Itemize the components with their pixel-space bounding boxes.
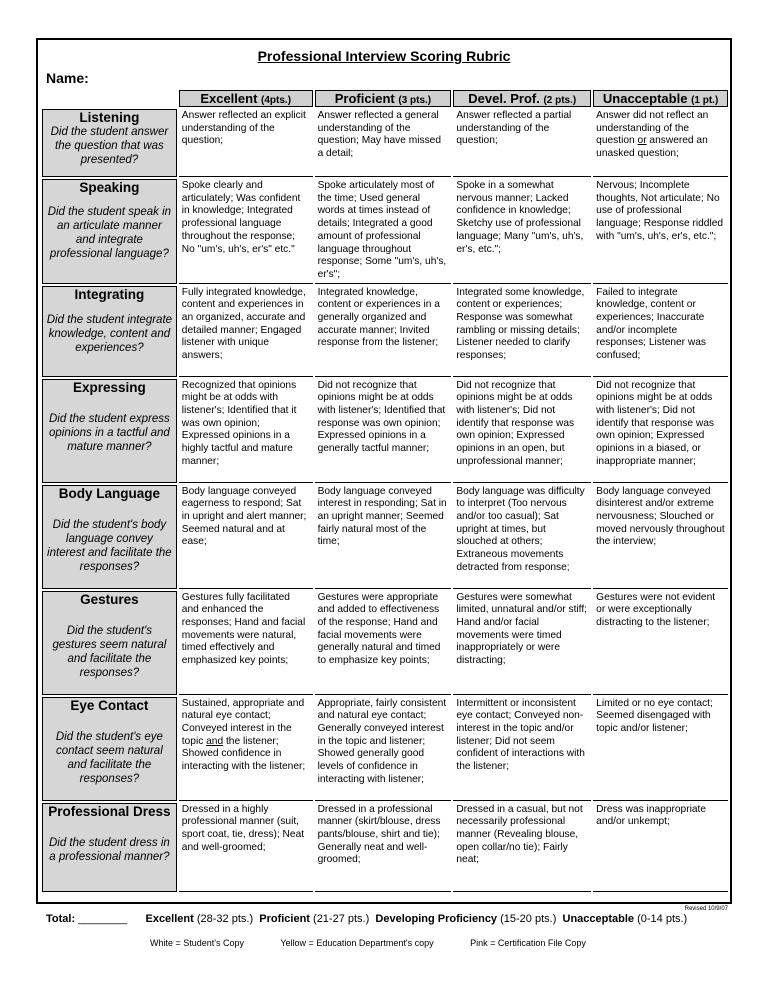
rubric-row-eye-contact	[42, 697, 728, 801]
category-name: Listening	[79, 110, 140, 125]
column-label: Devel. Prof.	[468, 91, 540, 106]
category-name: Body Language	[58, 485, 161, 501]
rubric-cell: Dressed in a casual, but not necessarily professional manner (Revealing blouse, open collar/no tie); Fairly neat;	[453, 803, 591, 892]
rubric-cell: Fully integrated knowledge, content and experiences in an organized, accurate and detailed manner; Engaged listener with unique answers;	[179, 286, 313, 377]
rubric-cell: Body language conveyed disinterest and/or extreme nervousness; Slouched or moved nervously throughout the interview;	[593, 485, 728, 589]
name-label: Name:	[46, 70, 89, 86]
rubric-cell: Gestures fully facilitated and enhanced the responses; Hand and facial movements were natural, timed effectively and emphasized key points;	[179, 591, 313, 695]
copy-yellow: Yellow = Education Department's copy	[280, 938, 434, 948]
rubric-cell: Body language conveyed interest in responding; Sat in an upright manner; Seemed fairly natural most of the time;	[315, 485, 452, 589]
rubric-cell: Gestures were somewhat limited, unnatural and/or stiff; Hand and/or facial movements were timed inappropriately or were distracting;	[453, 591, 591, 695]
rubric-cell: Appropriate, fairly consistent and natural eye contact; Generally conveyed interest in the topic and listener; Showed generally good levels of confidence in interacting with listener;	[315, 697, 452, 801]
category-name: Integrating	[74, 286, 145, 302]
unacceptable-range: (0-14 pts.)	[637, 913, 688, 925]
rubric-cell: Answer did not reflect an understanding of the question or answered an unasked question;	[593, 109, 728, 177]
copy-white: White = Student's Copy	[150, 938, 245, 948]
category-cell	[42, 179, 177, 284]
column-label: Unacceptable	[602, 91, 688, 106]
rubric-cell: Dressed in a professional manner (skirt/blouse, dress pants/blouse, shirt and tie); Generally neat and well-groomed;	[315, 803, 452, 892]
rubric-cell: Body language conveyed eagerness to respond; Sat in upright and alert manner; Seemed natural and at ease;	[179, 485, 313, 589]
column-points: (2 pts.)	[543, 95, 577, 106]
rubric-cell: Limited or no eye contact; Seemed disengaged with topic and/or listener;	[593, 697, 728, 801]
category-question: Did the student dress in a professional manner?	[48, 837, 170, 864]
category-name: Eye Contact	[70, 697, 149, 713]
column-label: Excellent	[200, 91, 258, 106]
category-name: Gestures	[80, 591, 139, 607]
category-question: Did the student answer the question that was presented?	[50, 125, 169, 166]
page-title: Professional Interview Scoring Rubric	[257, 48, 511, 64]
rubric-cell: Integrated knowledge, content or experiences in a generally organized and accurate manner; Invited response from the listener;	[315, 286, 452, 377]
rubric-table	[40, 88, 730, 894]
rubric-row-professional-dress	[42, 803, 728, 892]
copy-pink: Pink = Certification File Copy	[470, 938, 586, 948]
column-header-proficient	[315, 90, 452, 107]
category-cell	[42, 485, 177, 589]
developing-label: Developing Proficiency	[375, 913, 498, 925]
category-cell	[42, 803, 177, 892]
total-blank: ________	[78, 913, 128, 925]
excellent-range: (28-32 pts.)	[196, 913, 254, 925]
column-points: (4pts.)	[261, 95, 292, 106]
rubric-cell: Intermittent or inconsistent eye contact; Conveyed non-interest in the topic and/or listener; Did not seem confident of interactions with the listener;	[453, 697, 591, 801]
rubric-row-gestures	[42, 591, 728, 695]
total-label: Total:	[46, 913, 76, 925]
category-name: Professional Dress	[48, 803, 171, 819]
rubric-cell: Answer reflected a general understanding of the question; May have missed a detail;	[315, 109, 452, 177]
category-question: Did the student speak in an articulate manner and integrate professional language?	[47, 205, 172, 260]
category-question: Did the student's eye contact seem natural and facilitate the responses?	[55, 731, 163, 786]
excellent-label: Excellent	[145, 913, 194, 925]
category-question: Did the student's gestures seem natural and facilitate the responses?	[52, 625, 167, 680]
category-cell	[42, 109, 177, 177]
rubric-cell: Spoke in a somewhat nervous manner; Lacked confidence in knowledge; Sketchy use of professional language; Many "um's, uh's, er's, etc.";	[453, 179, 591, 284]
rubric-cell: Dress was inappropriate and/or unkempt;	[593, 803, 728, 892]
category-question: Did the student's body language convey interest and facilitate the responses?	[47, 519, 172, 574]
header-row	[42, 90, 728, 107]
rubric-cell: Spoke clearly and articulately; Was confident in knowledge; Integrated professional language throughout the response; No "um's, uh's, er's" etc."	[179, 179, 313, 284]
category-cell	[42, 286, 177, 377]
rubric-cell: Answer reflected a partial understanding of the question;	[453, 109, 591, 177]
developing-range: (15-20 pts.)	[500, 913, 557, 925]
totals-line	[46, 913, 687, 925]
rubric-row-expressing	[42, 379, 728, 483]
header-empty-cell	[42, 90, 177, 107]
rubric-row-speaking	[42, 179, 728, 284]
rubric-cell: Integrated some knowledge, content or experiences; Response was somewhat rambling or missing details; Listener needed to clarify responses;	[453, 286, 591, 377]
column-header-developing	[453, 90, 591, 107]
rubric-cell: Did not recognize that opinions might be at odds with listener's; Identified that response was own opinion; Expressed opinions in a generally tactful manner;	[315, 379, 452, 483]
revised-date: Revised 10/9/07	[684, 906, 728, 912]
category-cell	[42, 697, 177, 801]
proficient-label: Proficient	[259, 913, 310, 925]
category-cell	[42, 379, 177, 483]
rubric-row-listening	[42, 109, 728, 177]
rubric-cell: Gestures were appropriate and added to effectiveness of the response; Hand and facial movements were generally natural and timed to emphasize key points;	[315, 591, 452, 695]
rubric-cell: Dressed in a highly professional manner (suit, sport coat, tie, dress); Neat and well-groomed;	[179, 803, 313, 892]
column-label: Proficient	[334, 91, 395, 106]
column-header-excellent	[179, 90, 313, 107]
rubric-cell: Sustained, appropriate and natural eye contact; Conveyed interest in the topic and the listener; Showed confidence in interacting with the listener;	[179, 697, 313, 801]
column-header-unacceptable	[593, 90, 728, 107]
unacceptable-label: Unacceptable	[562, 913, 635, 925]
rubric-cell: Did not recognize that opinions might be at odds with listener's; Did not identify that response was own opinion; Expressed opinions in a biased, or inappropriate manner;	[593, 379, 728, 483]
rubric-cell: Spoke articulately most of the time; Used general words at times instead of details; Integrated a good amount of professional language throughout response; Some "um's, uh's, er's";	[315, 179, 452, 284]
column-points: (3 pts.)	[398, 95, 432, 106]
category-name: Speaking	[79, 180, 140, 195]
copy-distribution	[150, 938, 620, 948]
column-points: (1 pt.)	[691, 95, 719, 106]
proficient-range: (21-27 pts.)	[313, 913, 370, 925]
category-question: Did the student integrate knowledge, content and experiences?	[46, 314, 173, 355]
rubric-cell: Failed to integrate knowledge, content or experiences; Inaccurate and/or incomplete responses; Listener was confused;	[593, 286, 728, 377]
rubric-row-integrating	[42, 286, 728, 377]
category-name: Expressing	[73, 379, 146, 395]
category-question: Did the student express opinions in a tactful and mature manner?	[48, 413, 170, 454]
rubric-frame	[36, 38, 732, 904]
rubric-cell: Nervous; Incomplete thoughts, Not articulate; No use of professional language; Response riddled with "um's, uh's, er's, etc.";	[593, 179, 728, 284]
rubric-cell: Gestures were not evident or were exceptionally distracting to the listener;	[593, 591, 728, 695]
category-cell	[42, 591, 177, 695]
rubric-cell: Answer reflected an explicit understanding of the question;	[179, 109, 313, 177]
rubric-cell: Body language was difficulty to interpret (Too nervous and/or too casual); Sat upright at times, but slouched at others; Extraneous movements detracted from response;	[453, 485, 591, 589]
rubric-cell: Did not recognize that opinions might be at odds with listener's; Did not identify that response was own opinion; Expressed opinions in an open, but unprofessional manner;	[453, 379, 591, 483]
rubric-cell: Recognized that opinions might be at odds with listener's; Identified that it was own opinion; Expressed opinions in a highly tactful and mature manner;	[179, 379, 313, 483]
rubric-row-body-language	[42, 485, 728, 589]
